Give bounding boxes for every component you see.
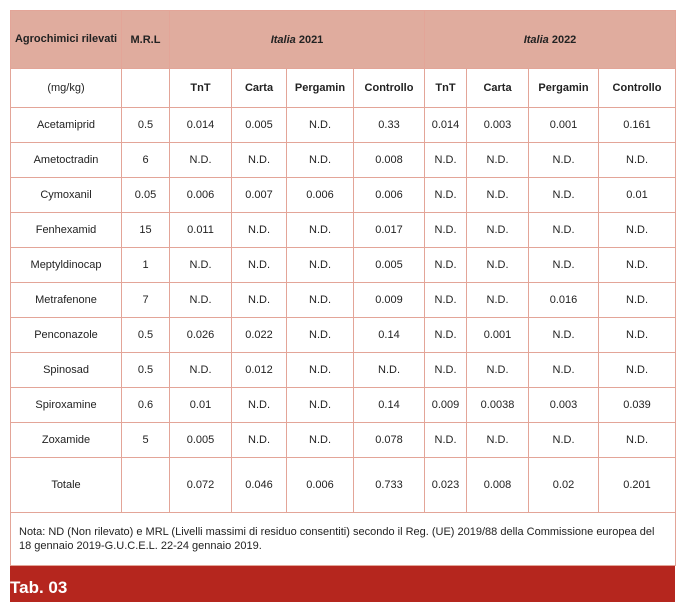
subheader-2021-tnt: TnT <box>170 69 232 108</box>
subheader-2021-controllo: Controllo <box>354 69 425 108</box>
table-header-row <box>11 11 676 69</box>
residue-value-cell: 0.005 <box>170 423 232 458</box>
residue-value-cell: N.D. <box>232 143 287 178</box>
header-2022-country: Italia <box>523 33 549 46</box>
agrochemical-name: Penconazole <box>11 318 122 353</box>
residue-value-cell: N.D. <box>232 283 287 318</box>
residue-value-cell: N.D. <box>599 423 676 458</box>
header-agrochemicals: Agrochimici rilevati <box>11 11 122 69</box>
total-cell: 0.008 <box>467 458 529 513</box>
residue-value-cell: N.D. <box>287 108 354 143</box>
total-row <box>11 458 676 513</box>
table-row <box>11 248 676 283</box>
total-cell: 0.046 <box>232 458 287 513</box>
header-group-2022 <box>425 11 676 69</box>
table-row <box>11 423 676 458</box>
residue-value-cell: 0.012 <box>232 353 287 388</box>
residue-value-cell: N.D. <box>425 213 467 248</box>
agrochemical-name: Spinosad <box>11 353 122 388</box>
residue-value-cell: N.D. <box>467 248 529 283</box>
residue-value-cell: N.D. <box>170 248 232 283</box>
total-cell: 0.023 <box>425 458 467 513</box>
agrochemical-name: Spiroxamine <box>11 388 122 423</box>
residue-value-cell: 0.016 <box>529 283 599 318</box>
residue-value-cell: N.D. <box>467 178 529 213</box>
residue-value-cell: 0.006 <box>354 178 425 213</box>
residue-value-cell: N.D. <box>529 143 599 178</box>
residue-value-cell: N.D. <box>170 353 232 388</box>
mrl-value: 6 <box>122 143 170 178</box>
header-mrl: M.R.L <box>122 11 170 69</box>
total-mrl <box>122 458 170 513</box>
residue-value-cell: N.D. <box>529 213 599 248</box>
subheader-2022-tnt: TnT <box>425 69 467 108</box>
agrochemical-name: Meptyldinocap <box>11 248 122 283</box>
mrl-value: 7 <box>122 283 170 318</box>
residue-table <box>10 10 676 566</box>
table-note: Nota: ND (Non rilevato) e MRL (Livelli massimi di residuo consentiti) secondo il Reg. (UE) 2019/88 della Commissione europea del 18 gennaio 2019-G.U.C.E.L. 22-24 gennaio 2019. <box>11 513 676 566</box>
unit-label: (mg/kg) <box>11 69 122 108</box>
residue-value-cell: 0.026 <box>170 318 232 353</box>
mrl-value: 0.5 <box>122 318 170 353</box>
residue-value-cell: N.D. <box>287 423 354 458</box>
residue-value-cell: N.D. <box>599 318 676 353</box>
residue-value-cell: N.D. <box>467 283 529 318</box>
residue-value-cell: N.D. <box>425 283 467 318</box>
residue-value-cell: N.D. <box>467 353 529 388</box>
residue-value-cell: N.D. <box>529 353 599 388</box>
residue-value-cell: N.D. <box>467 213 529 248</box>
mrl-value: 0.6 <box>122 388 170 423</box>
residue-value-cell: N.D. <box>287 388 354 423</box>
residue-value-cell: N.D. <box>287 318 354 353</box>
residue-value-cell: N.D. <box>287 213 354 248</box>
residue-value-cell: N.D. <box>529 423 599 458</box>
residue-value-cell: N.D. <box>287 283 354 318</box>
residue-value-cell: N.D. <box>287 353 354 388</box>
residue-value-cell: N.D. <box>425 318 467 353</box>
header-2021-country: Italia <box>270 33 296 46</box>
residue-value-cell: 0.161 <box>599 108 676 143</box>
total-cell: 0.072 <box>170 458 232 513</box>
total-label: Totale <box>11 458 122 513</box>
residue-value-cell: N.D. <box>467 423 529 458</box>
table-row <box>11 213 676 248</box>
header-2021-year: 2021 <box>298 33 324 46</box>
total-cell: 0.201 <box>599 458 676 513</box>
residue-value-cell: N.D. <box>425 248 467 283</box>
table-row <box>11 143 676 178</box>
residue-value-cell: 0.007 <box>232 178 287 213</box>
residue-value-cell: 0.006 <box>287 178 354 213</box>
table-caption-bar <box>10 566 675 602</box>
header-2022-year: 2022 <box>551 33 577 46</box>
residue-value-cell: N.D. <box>170 143 232 178</box>
agrochemical-name: Zoxamide <box>11 423 122 458</box>
subheader-2022-controllo: Controllo <box>599 69 676 108</box>
residue-value-cell: 0.017 <box>354 213 425 248</box>
residue-value-cell: 0.005 <box>354 248 425 283</box>
header-group-2021 <box>170 11 425 69</box>
table-row <box>11 318 676 353</box>
residue-value-cell: N.D. <box>529 178 599 213</box>
residue-value-cell: N.D. <box>232 423 287 458</box>
residue-value-cell: N.D. <box>529 248 599 283</box>
residue-value-cell: N.D. <box>232 213 287 248</box>
residue-value-cell: N.D. <box>287 143 354 178</box>
residue-value-cell: 0.14 <box>354 388 425 423</box>
total-cell: 0.02 <box>529 458 599 513</box>
subheader-mrl-empty <box>122 69 170 108</box>
residue-value-cell: 0.003 <box>467 108 529 143</box>
mrl-value: 1 <box>122 248 170 283</box>
residue-value-cell: N.D. <box>425 178 467 213</box>
residue-value-cell: 0.008 <box>354 143 425 178</box>
residue-value-cell: 0.078 <box>354 423 425 458</box>
total-cell: 0.006 <box>287 458 354 513</box>
residue-value-cell: 0.14 <box>354 318 425 353</box>
total-cell: 0.733 <box>354 458 425 513</box>
residue-value-cell: N.D. <box>287 248 354 283</box>
mrl-value: 0.5 <box>122 353 170 388</box>
agrochemical-name: Acetamiprid <box>11 108 122 143</box>
residue-value-cell: 0.006 <box>170 178 232 213</box>
residue-value-cell: 0.001 <box>529 108 599 143</box>
residue-value-cell: N.D. <box>232 248 287 283</box>
subheader-2021-pergamin: Pergamin <box>287 69 354 108</box>
residue-value-cell: 0.014 <box>170 108 232 143</box>
table-row <box>11 178 676 213</box>
subheader-2021-carta: Carta <box>232 69 287 108</box>
agrochemical-name: Ametoctradin <box>11 143 122 178</box>
residue-value-cell: 0.022 <box>232 318 287 353</box>
residue-value-cell: N.D. <box>425 143 467 178</box>
table-subheader-row <box>11 69 676 108</box>
residue-value-cell: N.D. <box>467 143 529 178</box>
table-row <box>11 283 676 318</box>
residue-value-cell: N.D. <box>599 143 676 178</box>
table-caption: Tab. 03 <box>10 578 68 597</box>
residue-value-cell: 0.003 <box>529 388 599 423</box>
residue-value-cell: N.D. <box>425 353 467 388</box>
residue-value-cell: N.D. <box>599 283 676 318</box>
mrl-value: 0.5 <box>122 108 170 143</box>
mrl-value: 5 <box>122 423 170 458</box>
residue-value-cell: N.D. <box>354 353 425 388</box>
mrl-value: 15 <box>122 213 170 248</box>
table-row <box>11 388 676 423</box>
residue-value-cell: 0.01 <box>599 178 676 213</box>
residue-value-cell: N.D. <box>529 318 599 353</box>
residue-value-cell: 0.009 <box>354 283 425 318</box>
note-row <box>11 513 676 566</box>
residue-value-cell: 0.01 <box>170 388 232 423</box>
residue-value-cell: N.D. <box>232 388 287 423</box>
residue-value-cell: N.D. <box>170 283 232 318</box>
residue-value-cell: 0.001 <box>467 318 529 353</box>
residue-value-cell: 0.33 <box>354 108 425 143</box>
residue-value-cell: 0.005 <box>232 108 287 143</box>
residue-value-cell: 0.011 <box>170 213 232 248</box>
table-row <box>11 108 676 143</box>
residue-value-cell: 0.039 <box>599 388 676 423</box>
residue-value-cell: 0.014 <box>425 108 467 143</box>
residue-value-cell: N.D. <box>599 248 676 283</box>
agrochemical-name: Cymoxanil <box>11 178 122 213</box>
mrl-value: 0.05 <box>122 178 170 213</box>
subheader-2022-pergamin: Pergamin <box>529 69 599 108</box>
subheader-2022-carta: Carta <box>467 69 529 108</box>
residue-value-cell: 0.0038 <box>467 388 529 423</box>
agrochemical-name: Metrafenone <box>11 283 122 318</box>
residue-value-cell: N.D. <box>599 213 676 248</box>
agrochemical-name: Fenhexamid <box>11 213 122 248</box>
residue-value-cell: N.D. <box>599 353 676 388</box>
residue-value-cell: N.D. <box>425 423 467 458</box>
table-row <box>11 353 676 388</box>
residue-value-cell: 0.009 <box>425 388 467 423</box>
